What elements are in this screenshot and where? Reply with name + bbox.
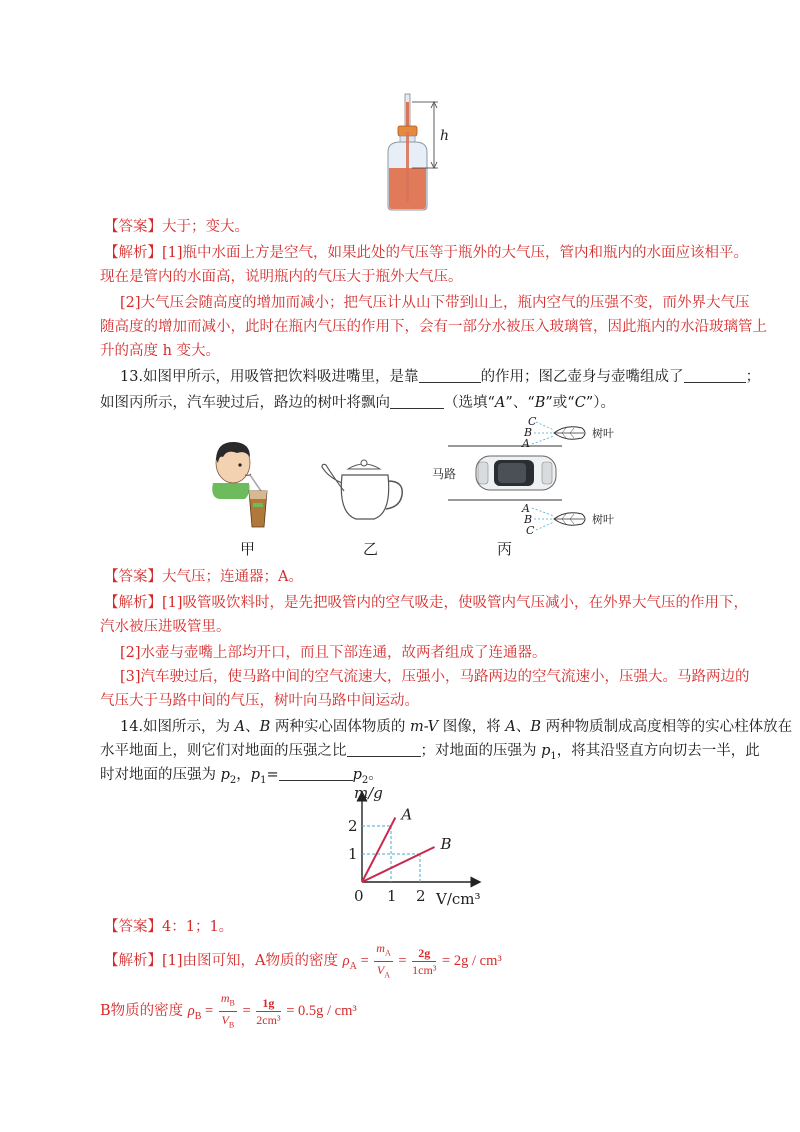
rho-sub: B [194, 1011, 202, 1023]
q14-text: 、 [515, 719, 531, 735]
var-p2-sub: 2 [361, 774, 369, 786]
answer-12 [104, 216, 249, 238]
series-label-a: A [401, 805, 413, 824]
fraction-mv-a [374, 940, 392, 984]
road-label: 马路 [432, 467, 457, 481]
question-14-line1 [120, 716, 792, 738]
explanation-13-line1 [104, 592, 748, 614]
q13-text: （选填“ [444, 395, 495, 411]
answer-tag: 【答案】 [104, 219, 162, 235]
x-tick-label: 2 [416, 887, 426, 905]
q13-text: 13.如图甲所示，用吸管把饮料吸进嘴里，是靠 [120, 369, 419, 385]
option-c: C [574, 395, 586, 411]
option-a: A [494, 395, 506, 411]
y-tick-label: 1 [348, 845, 358, 863]
explanation-text: B物质的密度 [100, 1003, 184, 1020]
question-13-line2 [100, 392, 615, 414]
answer-14 [104, 916, 233, 938]
q14-text: 时对地面的压强为 [100, 767, 221, 783]
q14-text: 。 [368, 767, 383, 783]
y-tick-label: 2 [348, 817, 358, 835]
leaf-label-bottom: 树叶 [592, 513, 614, 526]
frac-den-sub: A [384, 970, 391, 980]
explanation-12-line4: 随高度的增加而减小，此时在瓶内气压的作用下，会有一部分水被压入玻璃管，因此瓶内的水沿玻璃管上 [100, 319, 767, 335]
blank-2[interactable] [684, 367, 746, 383]
answer-text: 大于；变大。 [162, 219, 249, 235]
var-p1: p [250, 767, 261, 783]
car-icon [476, 456, 556, 490]
var-b: B [259, 719, 271, 735]
bottom-letter-a: A [522, 502, 530, 515]
frac-den: 1cm³ [412, 963, 437, 978]
frac-den-sub: B [228, 1020, 235, 1030]
x-axis-label: V/cm³ [436, 890, 481, 908]
var-p1-sub: 1 [260, 774, 267, 786]
teapot-figure [318, 455, 410, 525]
q14-text: ，将其沿竖直方向切去一半，此 [556, 743, 760, 759]
q14-text: = [266, 767, 279, 783]
caption-jia: 甲 [240, 540, 256, 558]
frac-den: V [221, 1013, 229, 1028]
blank-ratio[interactable] [347, 741, 421, 757]
fraction-value-a [412, 945, 436, 978]
q13-text: ； [745, 369, 761, 385]
bottom-letter-c: C [526, 524, 535, 537]
fraction-mv-b [219, 990, 237, 1034]
boy-drinking-figure [205, 435, 275, 530]
option-b: B [534, 395, 546, 411]
explanation-12-line2: 现在是管内的水面高，说明瓶内的气压大于瓶外大气压。 [100, 269, 463, 285]
answer-13 [104, 566, 303, 588]
blank-3[interactable] [390, 393, 444, 409]
var-b: B [530, 719, 541, 735]
series-line-b [362, 847, 435, 882]
q14-text: 两种物质制成高度相等的实心柱体放在 [540, 719, 793, 735]
caption-bing: 丙 [497, 540, 513, 558]
answer-text: 4：1；1。 [162, 919, 234, 935]
result-a: = 2g / cm³ [442, 953, 502, 970]
q13-text: ”）。 [585, 395, 615, 411]
blank-p-compare[interactable] [279, 765, 353, 781]
answer-tag: 【答案】 [104, 569, 162, 585]
explanation-12-line1 [104, 242, 748, 264]
x-tick-label: 1 [387, 887, 397, 905]
explanation-tag: 【解析】 [104, 953, 162, 970]
explanation-tag: 【解析】 [104, 595, 162, 611]
fraction-value-b [256, 995, 280, 1028]
frac-num-sub: A [384, 948, 391, 958]
answer-text: 大气压；连通器；A。 [162, 569, 303, 585]
explanation-12-line3: [2]大气压会随高度的增加而减小；把气压计从山下带到山上，瓶内空气的压强不变，而外界大气压 [120, 295, 750, 311]
var-p1: p [541, 743, 551, 759]
q13-text: ”、“ [505, 395, 535, 411]
explanation-13-line4: [3]汽车驶过后，使马路中间的空气流速大，压强小，马路两边的空气流速小，压强大。马路两边的 [120, 669, 750, 685]
series-label-b: B [440, 835, 452, 853]
mv-chart [336, 786, 496, 910]
result-b: = 0.5g / cm³ [286, 1003, 357, 1020]
explanation-tag: 【解析】 [104, 245, 162, 261]
answer-tag: 【答案】 [104, 919, 162, 935]
explanation-14-line1 [104, 940, 502, 986]
leaf-icon-top [554, 427, 585, 439]
q14-text: 两种实心固体物质的 [270, 719, 411, 735]
explanation-text: [1]瓶中水面上方是空气，如果此处的气压等于瓶外的大气压，管内和瓶内的水面应该相平。 [162, 245, 749, 261]
bottle-figure [378, 92, 468, 214]
top-letter-c: C [528, 415, 537, 428]
q13-text: 的作用；图乙壶身与壶嘴组成了 [480, 369, 684, 385]
rho-symbol: ρ [342, 953, 350, 970]
leaf-icon-bottom [554, 513, 585, 525]
var-p2-sub: 2 [229, 774, 237, 786]
frac-num: m [220, 991, 230, 1005]
q14-text: 水平地面上，则它们对地面的压强之比 [100, 743, 347, 759]
q14-text: 、 [245, 719, 260, 735]
var-a: A [505, 719, 516, 735]
density-a-formula: $\rho_A$ = $\frac{m_A}{V_A}$ = $\frac{2g}{\text{1cm³}}$ = 2g / cm³ [343, 953, 502, 969]
explanation-text: [1]吸管吸饮料时，是先把吸管内的空气吸走，使吸管内气压减小，在外界大气压的作用下， [162, 595, 749, 611]
explanation-14-line2 [100, 990, 357, 1036]
var-mv: m-V [410, 719, 439, 735]
explanation-12-line5: 升的高度 h 变大。 [100, 343, 221, 359]
leaf-label-top: 树叶 [592, 427, 614, 440]
x-tick-label: 0 [354, 887, 364, 905]
blank-1[interactable] [419, 367, 481, 383]
var-a: A [234, 719, 246, 735]
frac-num: 2g [412, 945, 436, 962]
density-b-formula: $\rho_B$ = $\frac{m_B}{V_B}$ = $\frac{1g}{\text{2cm³}}$ = 0.5g / cm³ [188, 1003, 357, 1019]
explanation-13-line5: 气压大于马路中间的气压，树叶向马路中间运动。 [100, 693, 419, 709]
var-p2: p [220, 767, 230, 783]
q14-text: ， [236, 767, 251, 783]
h-label: h [440, 128, 450, 144]
frac-num-sub: B [229, 998, 235, 1008]
q13-text: ”或“ [545, 395, 575, 411]
explanation-13-line3: [2]水壶与壶嘴上部均开口，而且下部连通，故两者组成了连通器。 [120, 645, 547, 661]
frac-den: V [376, 963, 385, 978]
explanation-13-line2: 汽水被压进吸管里。 [100, 619, 231, 635]
var-p2: p [352, 767, 362, 783]
y-axis-label: m/g [354, 786, 383, 802]
q13-text: 如图丙所示，汽车驶过后，路边的树叶将飘向 [100, 395, 390, 411]
q14-text: 14.如图所示，为 [120, 719, 235, 735]
frac-num: 1g [256, 995, 280, 1012]
explanation-text: [1]由图可知，A物质的密度 [162, 953, 339, 970]
var-p1-sub: 1 [550, 750, 557, 762]
frac-den: 2cm³ [256, 1013, 281, 1028]
top-letter-b: B [524, 426, 533, 439]
rho-sub: A [349, 961, 357, 973]
top-letter-a: A [522, 437, 530, 450]
frac-num: m [376, 941, 385, 955]
bottom-letter-b: B [524, 513, 533, 526]
road-car-figure [430, 412, 630, 538]
q14-text: ；对地面的压强为 [420, 743, 542, 759]
rho-symbol: ρ [187, 1003, 195, 1020]
caption-yi: 乙 [363, 540, 379, 558]
series-line-a [362, 818, 395, 882]
question-13-line1 [120, 366, 760, 388]
q14-text: 图像，将 [438, 719, 506, 735]
